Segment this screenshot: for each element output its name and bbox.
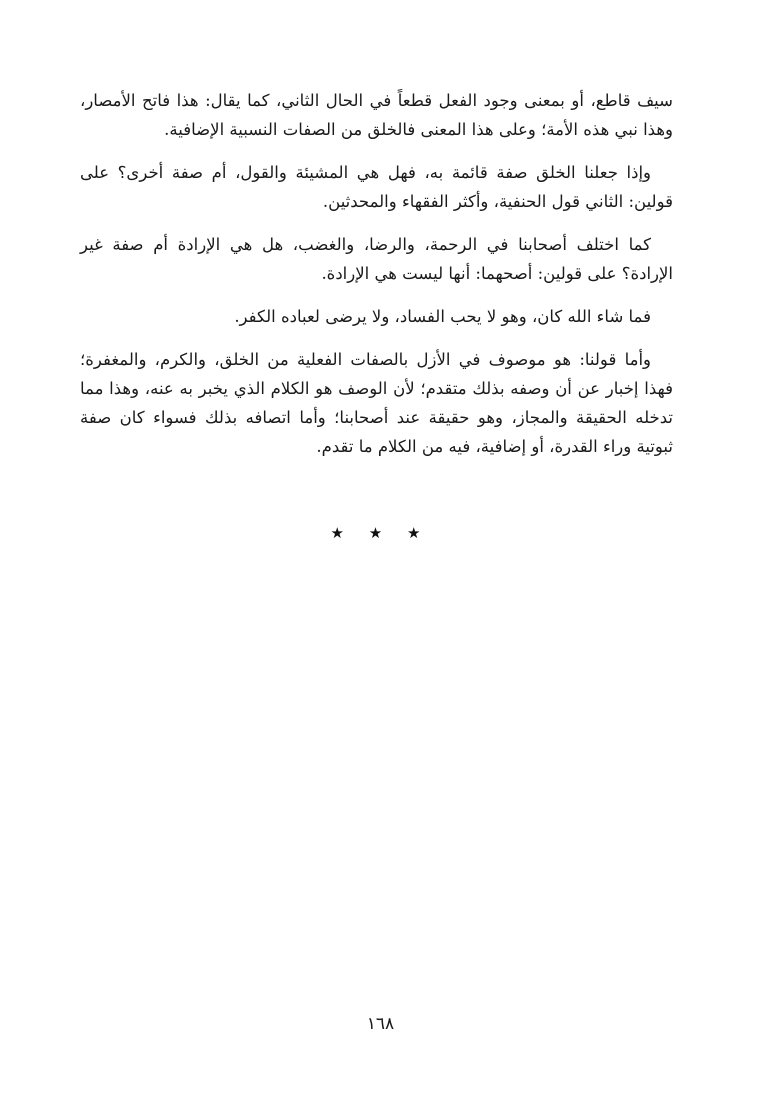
paragraph-4: فما شاء الله كان، وهو لا يحب الفساد، ولا يرضى لعباده الكفر.	[234, 307, 651, 326]
paragraph-2: وإذا جعلنا الخلق صفة قائمة به، فهل هي المشيئة والقول، أم صفة أخرى؟ على قولين: الثاني قول الحنفية، وأكثر الفقهاء والمحدثين.	[80, 163, 673, 211]
page-number: ١٦٨	[366, 1014, 395, 1034]
paragraph-1: سيف قاطع، أو بمعنى وجود الفعل قطعاً في الحال الثاني، كما يقال: هذا فاتح الأمصار، وهذا نبي هذه الأمة؛ وعلى هذا المعنى فالخلق من الصفات النسبية الإضافية.	[80, 91, 673, 139]
paragraph-3: كما اختلف أصحابنا في الرحمة، والرضا، والغضب، هل هي الإرادة أم صفة غير الإرادة؟ على قولين: أصحهما: أنها ليست هي الإرادة.	[80, 235, 673, 283]
section-divider-stars: ★ ★ ★	[330, 524, 431, 542]
paragraph-5: وأما قولنا: هو موصوف في الأزل بالصفات الفعلية من الخلق، والكرم، والمغفرة؛ فهذا إخبار عن أن وصفه بذلك متقدم؛ لأن الوصف هو الكلام الذي يخبر به عنه، وهذا مما تدخله الحقيقة والمجاز، وهو حقيقة عند أصحابنا؛ وأما اتصافه بذلك فسواء كان صفة ثبوتية وراء القدرة، أو إضافية، فيه من الكلام ما تقدم.	[80, 350, 673, 456]
body-text	[80, 86, 673, 475]
